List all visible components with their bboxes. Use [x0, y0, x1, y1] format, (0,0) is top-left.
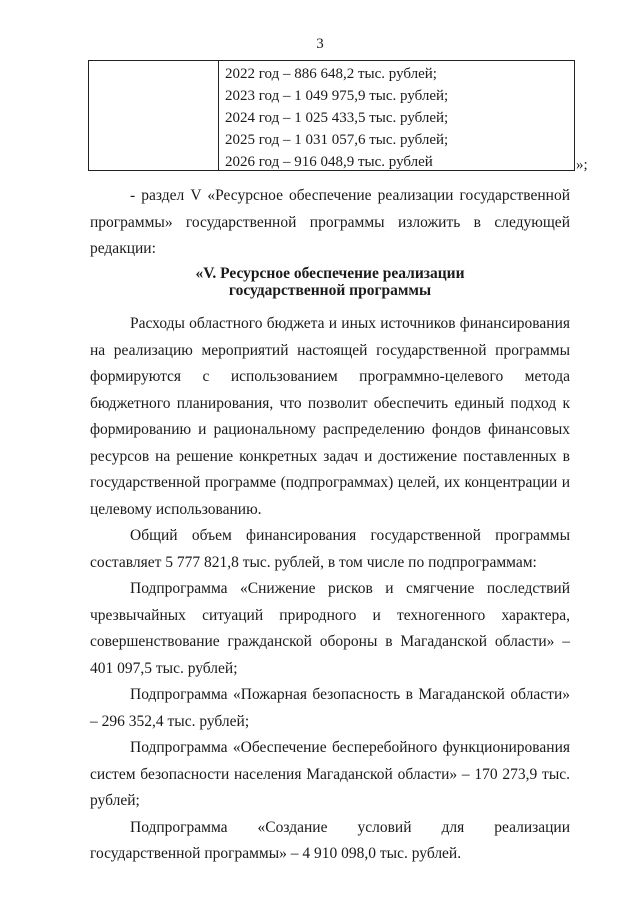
section-heading-line1: «V. Ресурсное обеспечение реализации [195, 265, 465, 282]
paragraph-total: Общий объем финансирования государственной программы составляет 5 777 821,8 тыс. рублей, в том числе по подпрограммам: [90, 527, 570, 571]
paragraph-subprogram-2: Подпрограмма «Пожарная безопасность в Магаданской области» – 296 352,4 тыс. рублей; [90, 686, 570, 730]
page-number: 3 [316, 36, 324, 52]
table-closing-quote: »; [576, 157, 588, 173]
year-row-2026: 2026 год – 916 048,9 тыс. рублей [225, 154, 433, 170]
intro-paragraph: - раздел V «Ресурсное обеспечение реализации государственной программы» государственной программы изложить в следующей редакции: [90, 187, 570, 257]
paragraph-subprogram-3: Подпрограмма «Обеспечение бесперебойного функционирования систем безопасности населения Магаданской области» – 170 273,9 тыс. рублей; [90, 739, 570, 809]
paragraph-expenses: Расходы областного бюджета и иных источников финансирования на реализацию мероприятий настоящей государственной программы формируются с использованием программно-целевого метода бюджетного планирования, что позволит обеспечить единый подход к формированию и рациональному распределению фондов финансовых ресурсов на решение конкретных задач и достижение поставленных в государственной программе (подпрограммах) целей, их концентрации и целевому использованию. [90, 315, 570, 518]
section-heading [90, 265, 570, 299]
table-years-cell [219, 61, 448, 170]
year-row-2025: 2025 год – 1 031 057,6 тыс. рублей; [225, 132, 449, 148]
year-row-2023: 2023 год – 1 049 975,9 тыс. рублей; [225, 88, 449, 104]
financing-years-table [88, 60, 575, 171]
body-text [90, 311, 570, 868]
table-empty-cell [89, 61, 219, 170]
section-heading-line2: государственной программы [228, 282, 432, 299]
year-row-2024: 2024 год – 1 025 433,5 тыс. рублей; [225, 110, 449, 126]
paragraph-subprogram-1: Подпрограмма «Снижение рисков и смягчение последствий чрезвычайных ситуаций природного и техногенного характера, совершенствование гражданской обороны в Магаданской области» – 401 097,5 тыс. рублей; [90, 580, 570, 677]
year-row-2022: 2022 год – 886 648,2 тыс. рублей; [225, 66, 437, 82]
paragraph-subprogram-4: Подпрограмма «Создание условий для реализации государственной программы» – 4 910 098,0 тыс. рублей. [90, 818, 570, 862]
